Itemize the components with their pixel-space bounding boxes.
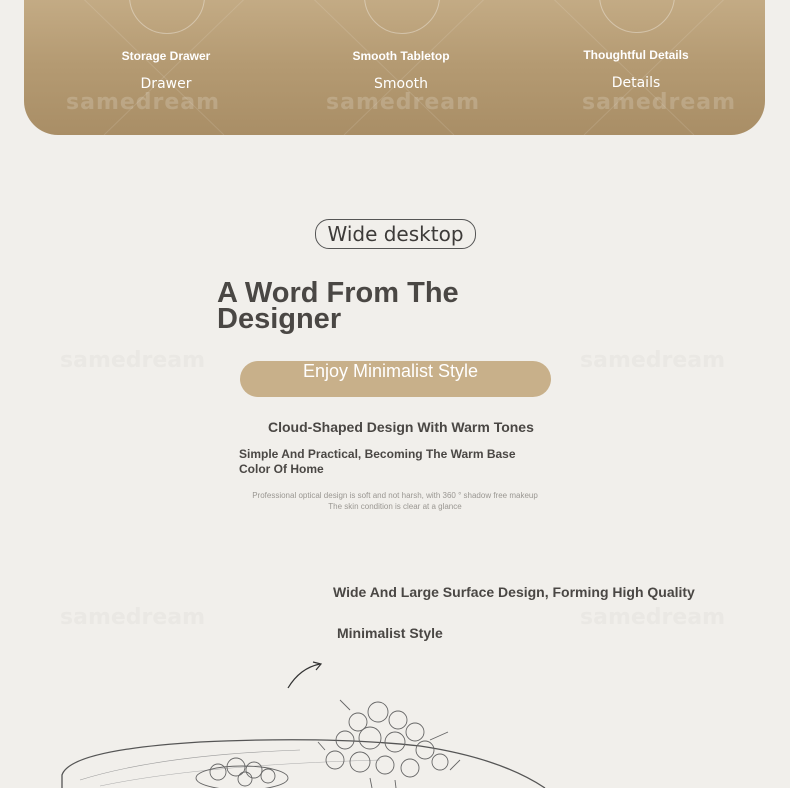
subheading: Cloud-Shaped Design With Warm Tones [268,419,534,435]
callout-line: Minimalist Style [337,625,443,641]
arrow-icon [288,664,320,688]
watermark-logo: samedream [66,90,221,115]
watermark-logo: samedream [60,605,206,630]
feature-title: Thoughtful Details [583,48,689,62]
description: Simple And Practical, Becoming The Warm Base Color Of Home [239,447,516,476]
features-band [24,0,765,135]
highlight-text: Enjoy Minimalist Style [303,361,479,381]
feature-title: Storage Drawer [121,49,211,63]
feature-subtitle: Smooth [373,76,429,92]
section-tag: Wide desktop [315,219,476,249]
callout-line: Wide And Large Surface Design, Forming High Quality [333,584,695,600]
watermark-logo: samedream [60,348,206,373]
flower-bouquet [318,700,460,788]
watermark-logo: samedream [326,90,481,115]
watermark-logo: samedream [582,90,737,115]
feature-title: Smooth Tabletop [352,49,450,63]
table-sketch-illustration [0,650,790,788]
feature-subtitle: Details [611,75,661,91]
fine-print-line: Professional optical design is soft and not harsh, with 360 ° shadow free makeup [252,491,538,500]
feature-subtitle: Drawer [140,76,192,92]
tabletop-outline [62,740,545,788]
watermark-logo: samedream [580,348,726,373]
fine-print-line: The skin condition is clear at a glance [328,502,462,511]
fine-print [230,490,560,512]
section-heading: A Word From The Designer [217,277,459,335]
fruit-bowl [196,758,288,788]
watermark-logo: samedream [580,605,726,630]
highlight-pill [240,361,551,397]
